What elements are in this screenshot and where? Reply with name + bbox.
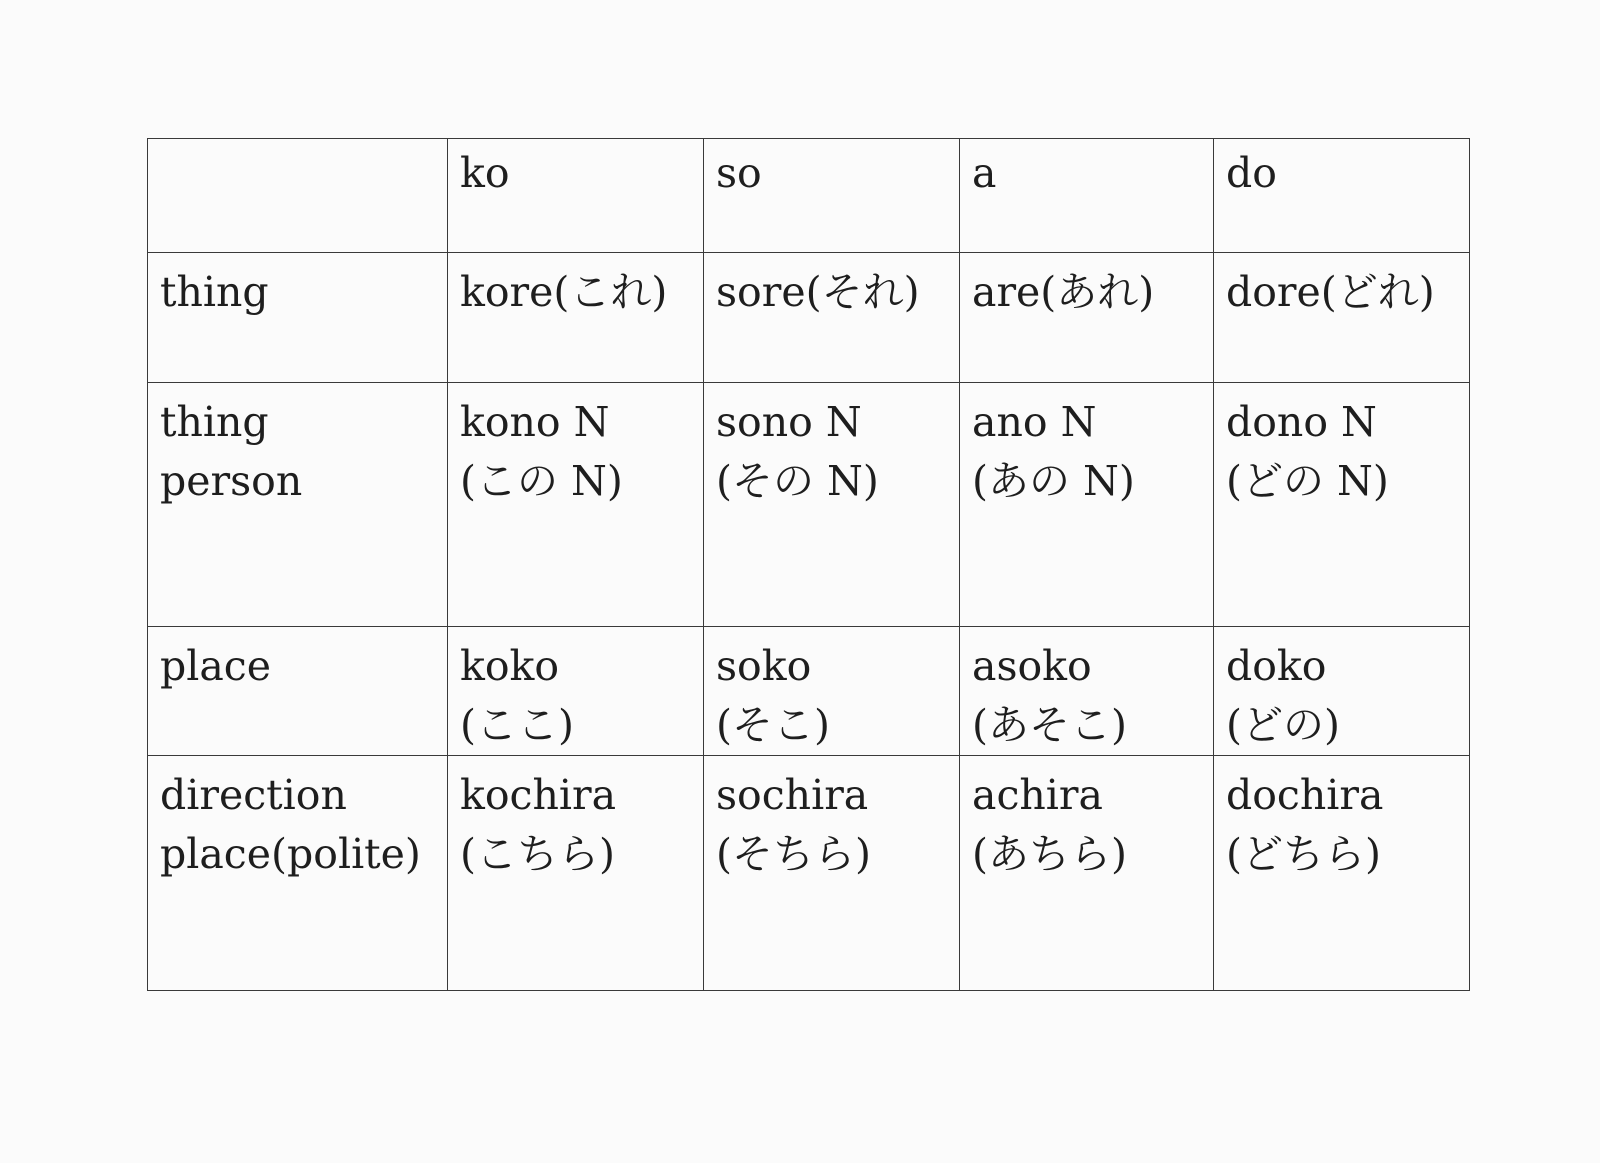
cell-line: are(あれ) (972, 268, 1155, 316)
cell-line: (あちら) (972, 830, 1127, 878)
cell-line: koko (460, 642, 560, 690)
ko-so-a-do-table (147, 138, 1470, 991)
cell-line: (あの N) (972, 457, 1135, 505)
table-cell (1214, 756, 1470, 991)
row-label-line: direction (160, 771, 347, 819)
row-label (148, 253, 448, 383)
cell-line: kochira (460, 771, 617, 819)
table-cell (960, 756, 1214, 991)
cell-line: achira (972, 771, 1103, 819)
table-cell (1214, 627, 1470, 756)
table-cell (704, 627, 960, 756)
cell-line: (どの N) (1226, 457, 1389, 505)
row-label-line: thing (160, 268, 269, 316)
row-label-line: thing (160, 398, 269, 446)
cell-line: (こちら) (460, 830, 615, 878)
column-header-do: do (1214, 139, 1470, 253)
row-label (148, 756, 448, 991)
cell-line: dono N (1226, 398, 1377, 446)
cell-line: (どの) (1226, 701, 1340, 749)
table-cell (960, 253, 1214, 383)
row-label (148, 383, 448, 627)
table-row-thing (148, 253, 1470, 383)
column-header-ko: ko (448, 139, 704, 253)
table-cell (960, 627, 1214, 756)
cell-line: ano N (972, 398, 1097, 446)
cell-line: dochira (1226, 771, 1384, 819)
column-header-so: so (704, 139, 960, 253)
table-cell (704, 253, 960, 383)
header-row (148, 139, 1470, 253)
cell-line: sore(それ) (716, 268, 920, 316)
table-cell (448, 756, 704, 991)
row-label (148, 627, 448, 756)
table-cell (1214, 253, 1470, 383)
cell-line: doko (1226, 642, 1327, 690)
cell-line: kore(これ) (460, 268, 668, 316)
cell-line: (あそこ) (972, 701, 1127, 749)
table-cell (960, 383, 1214, 627)
table-cell (704, 756, 960, 991)
table-cell (704, 383, 960, 627)
cell-line: asoko (972, 642, 1092, 690)
cell-line: (この N) (460, 457, 623, 505)
table-cell (448, 627, 704, 756)
table-row-place (148, 627, 1470, 756)
cell-line: sono N (716, 398, 862, 446)
cell-line: soko (716, 642, 812, 690)
cell-line: (そこ) (716, 701, 830, 749)
cell-line: dore(どれ) (1226, 268, 1435, 316)
row-label-line: place(polite) (160, 830, 421, 878)
cell-line: (そちら) (716, 830, 871, 878)
table-row-thing-person (148, 383, 1470, 627)
row-label-line: place (160, 642, 272, 690)
column-header-a: a (960, 139, 1214, 253)
table-cell (1214, 383, 1470, 627)
table-cell (448, 383, 704, 627)
cell-line: kono N (460, 398, 610, 446)
cell-line: sochira (716, 771, 869, 819)
cell-line: (その N) (716, 457, 879, 505)
cell-line: (ここ) (460, 701, 574, 749)
table-cell (448, 253, 704, 383)
cell-line: (どちら) (1226, 830, 1381, 878)
row-label-line: person (160, 457, 303, 505)
table-row-direction (148, 756, 1470, 991)
corner-cell (148, 139, 448, 253)
